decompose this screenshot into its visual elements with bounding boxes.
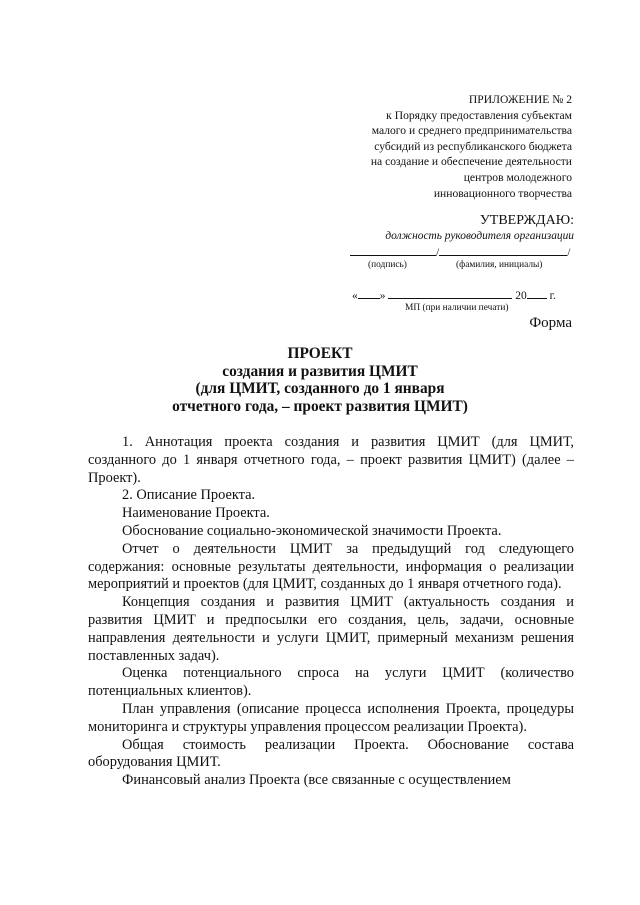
paragraph: Финансовый анализ Проекта (все связанные с осуществлением <box>122 772 511 789</box>
title-line: создания и развития ЦМИТ <box>222 362 418 380</box>
form-label: Форма <box>529 315 572 331</box>
signature-line: / / <box>350 244 575 258</box>
appendix-line: на создание и обеспечение деятельности <box>370 155 572 169</box>
year-suffix: г. <box>549 290 556 302</box>
name-caption: (фамилия, инициалы) <box>456 260 543 270</box>
document-title <box>0 345 640 415</box>
paragraph: План управления (описание процесса исполнения Проекта, процедуры мониторинга и структуры управления процессом реализации Проекта). <box>88 700 574 735</box>
title-line: ПРОЕКТ <box>287 345 353 362</box>
year-prefix: 20 <box>515 290 527 302</box>
date-line <box>352 287 576 302</box>
paragraph: Наименование Проекта. <box>122 505 270 522</box>
name-blank <box>439 244 567 256</box>
signature-caption: (подпись) <box>368 260 407 270</box>
appendix-line: малого и среднего предпринимательства <box>371 124 572 138</box>
year-blank <box>527 287 547 299</box>
paragraph: Общая стоимость реализации Проекта. Обоснование состава оборудования ЦМИТ. <box>88 736 574 771</box>
date-close-quote: » <box>379 290 386 302</box>
day-blank <box>358 287 380 299</box>
appendix-line: инновационного творчества <box>433 186 572 200</box>
paragraph: Оценка потенциального спроса на услуги ЦМИТ (количество потенциальных клиентов). <box>88 665 574 700</box>
paragraph: Обоснование социально-экономической значимости Проекта. <box>122 522 502 539</box>
title-line: отчетного года, – проект развития ЦМИТ) <box>172 397 468 415</box>
signature-blank <box>350 244 436 256</box>
position-caption: должность руководителя организации <box>385 230 574 242</box>
appendix-line: ПРИЛОЖЕНИЕ № 2 <box>468 93 572 106</box>
month-blank <box>388 287 512 299</box>
paragraph: 2. Описание Проекта. <box>122 487 256 504</box>
paragraph: Отчет о деятельности ЦМИТ за предыдущий год следующего содержания: основные результаты деятельности, информация о реализации мероприятий и проектов (для ЦМИТ, созданных до 1 января отчетного года). <box>88 540 574 593</box>
appendix-line: к Порядку предоставления субъектам <box>386 108 572 122</box>
date-open-quote: « <box>352 290 358 302</box>
approval-heading: УТВЕРЖДАЮ: <box>479 213 574 228</box>
appendix-line: субсидий из республиканского бюджета <box>374 139 572 153</box>
stamp-caption: МП (при наличии печати) <box>405 303 509 313</box>
paragraph: Концепция создания и развития ЦМИТ (актуальность создания и развития ЦМИТ и предпосылки его создания, цель, задачи, основные направления деятельности и услуги ЦМИТ, примерный механизм решения поставленных задач). <box>88 594 574 664</box>
paragraph: 1. Аннотация проекта создания и развития ЦМИТ (для ЦМИТ, созданного до 1 января отчетного года, – проект развития ЦМИТ) (далее – Проект). <box>88 434 574 486</box>
appendix-header <box>252 92 572 201</box>
document-body <box>88 434 574 790</box>
appendix-line: центров молодежного <box>463 170 572 184</box>
title-line: (для ЦМИТ, созданного до 1 января <box>195 380 445 397</box>
